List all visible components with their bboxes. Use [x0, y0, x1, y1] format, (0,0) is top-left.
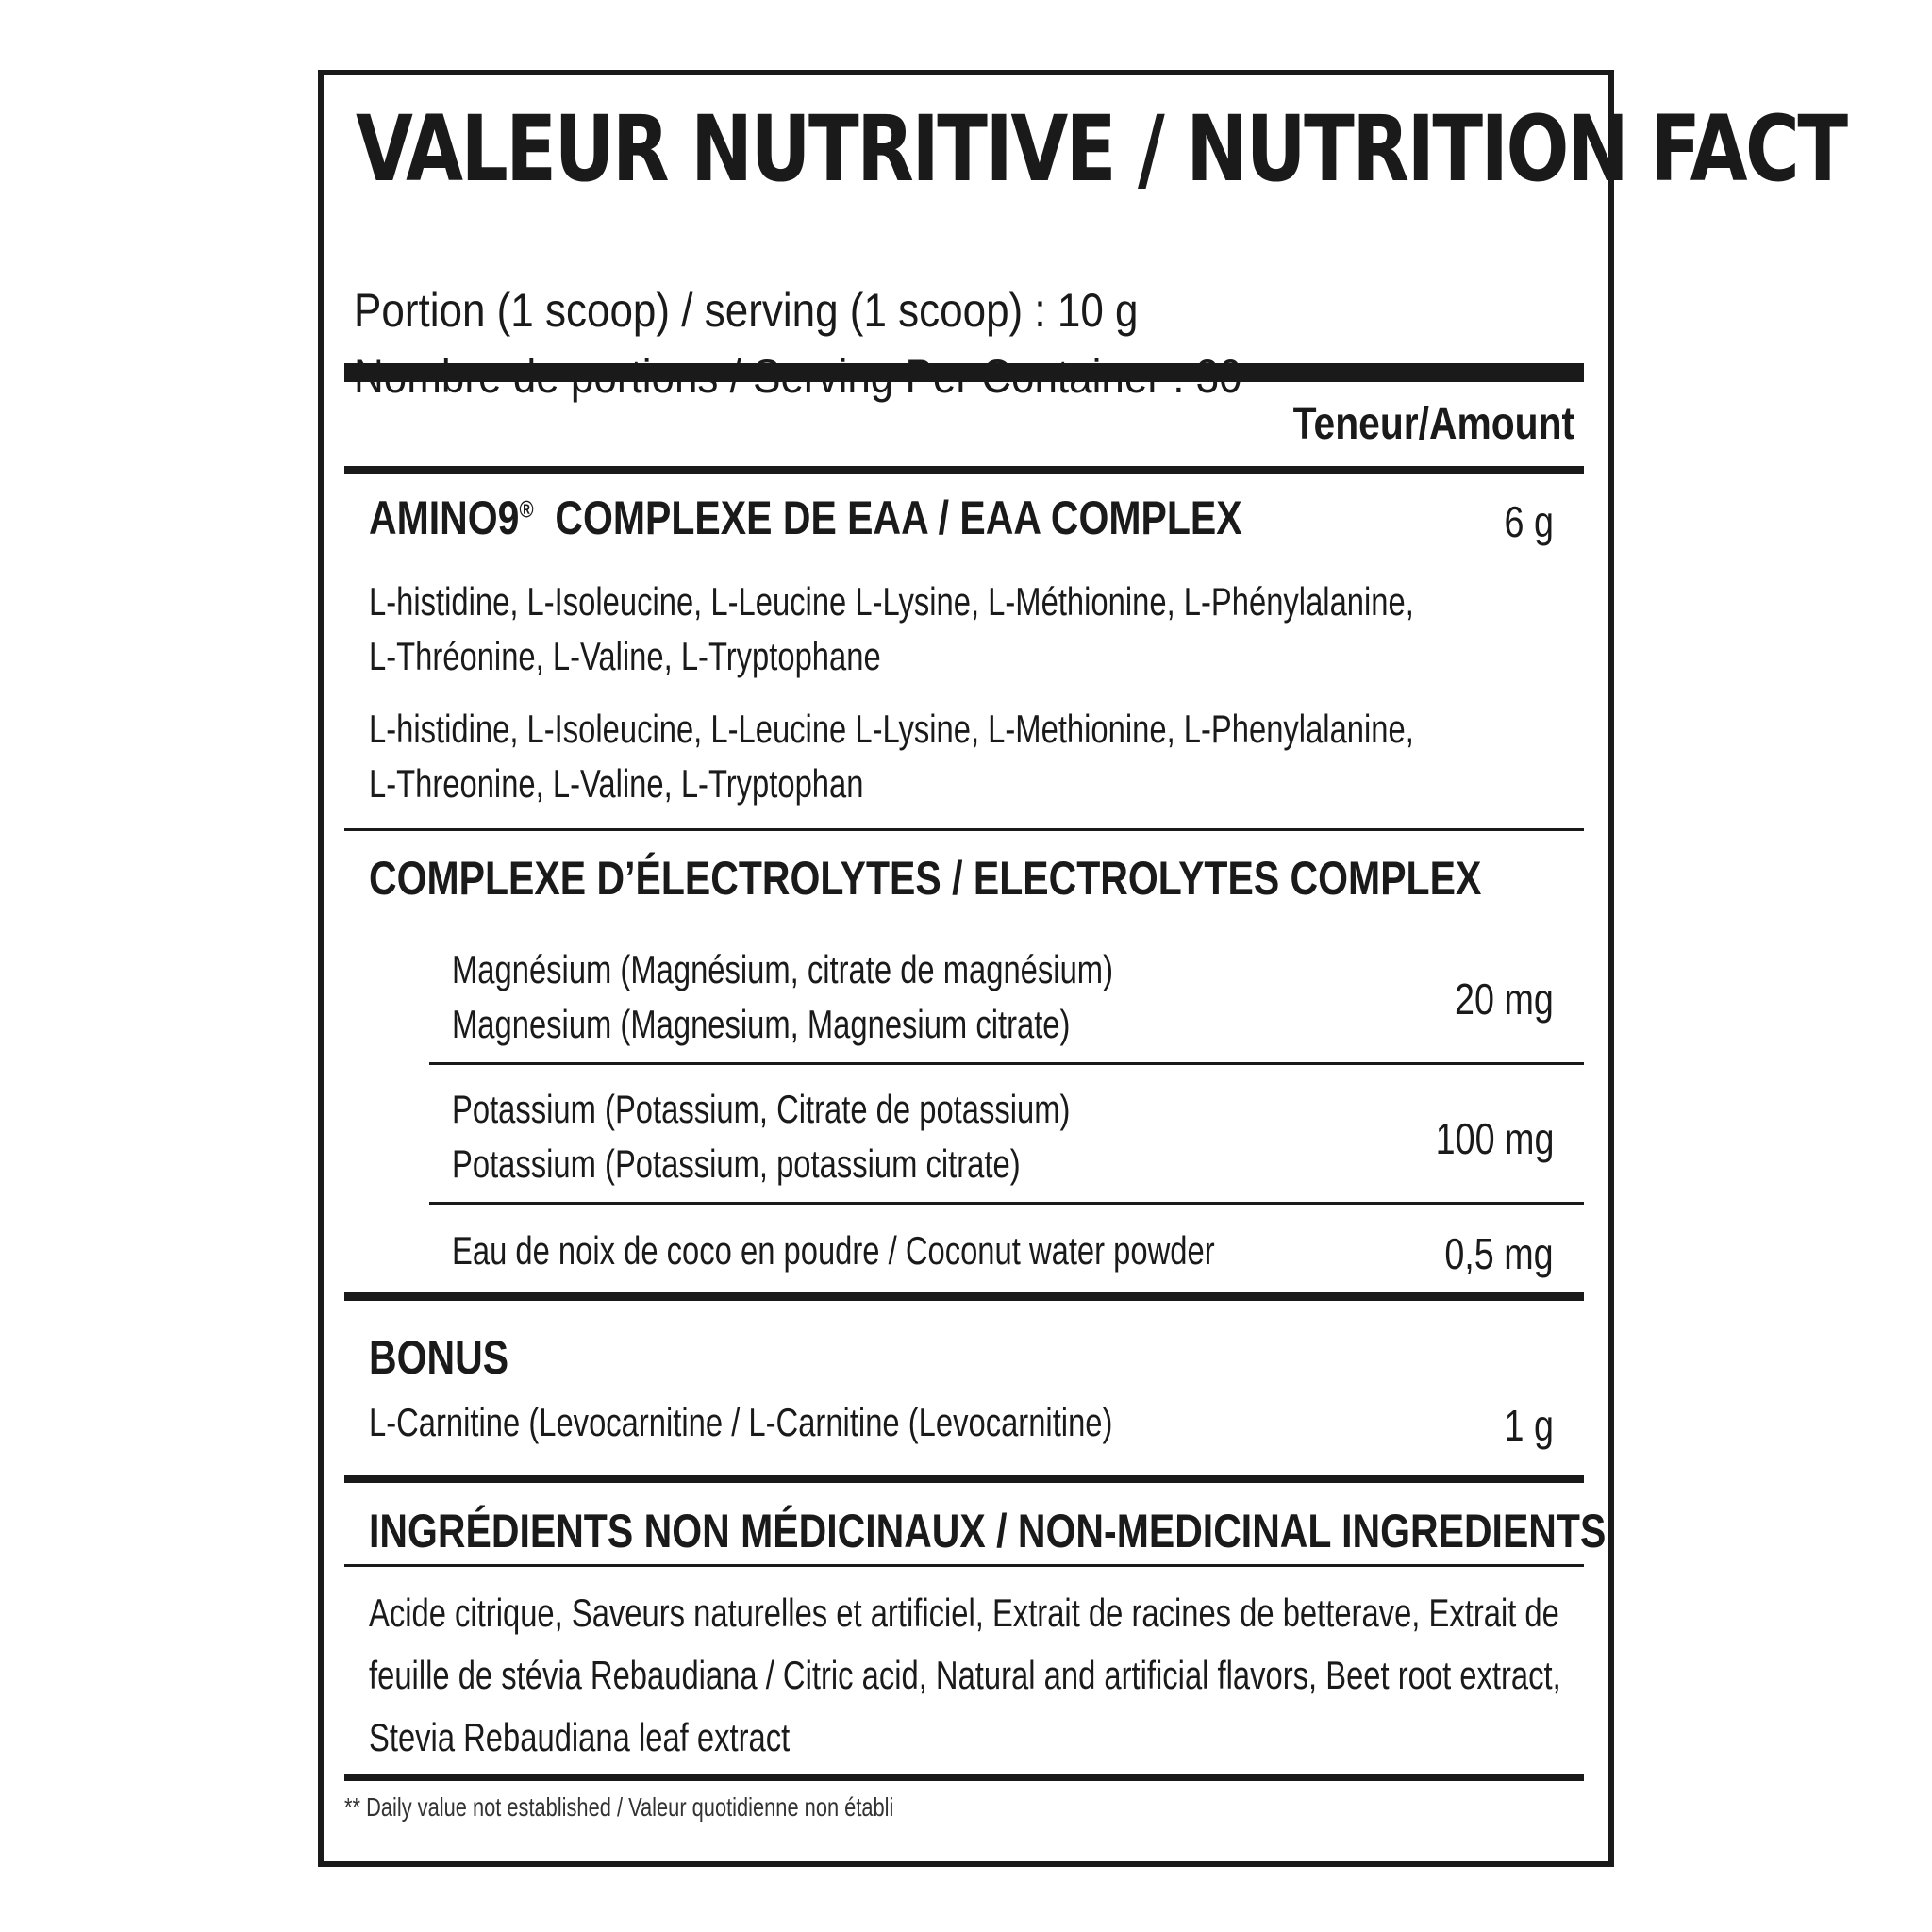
nutrition-facts-label	[318, 70, 1846, 1867]
serving-size: Portion (1 scoop) / serving (1 scoop) : 10 g	[354, 284, 1139, 337]
divider-footer	[344, 1774, 1584, 1781]
non-medicinal-line3: Stevia Rebaudiana leaf extract	[369, 1715, 791, 1759]
magnesium-amount: 20 mg	[1455, 974, 1554, 1024]
non-medicinal-line2: feuille de stévia Rebaudiana / Citric acid, Natural and artificial flavors, Beet root extract,	[369, 1653, 1561, 1697]
bonus-amount: 1 g	[1504, 1401, 1554, 1450]
bonus-heading: BONUS	[369, 1331, 509, 1384]
amino-brand: AMINO9	[369, 491, 520, 544]
registered-mark: ®	[519, 496, 534, 524]
divider-electrolytes	[344, 1292, 1584, 1301]
divider-non-medicinal	[344, 1564, 1584, 1567]
divider-bonus	[344, 1475, 1584, 1483]
potassium-amount: 100 mg	[1435, 1114, 1554, 1163]
amino-en-line2: L-Threonine, L-Valine, L-Tryptophan	[369, 761, 864, 806]
bonus-item: L-Carnitine (Levocarnitine / L-Carnitine (Levocarnitine)	[369, 1400, 1113, 1444]
divider-potassium	[429, 1202, 1584, 1205]
magnesium-fr: Magnésium (Magnésium, citrate de magnésium)	[452, 947, 1113, 991]
coconut-amount: 0,5 mg	[1444, 1229, 1554, 1278]
amino-heading	[369, 491, 1242, 545]
label-title: VALEUR NUTRITIVE / NUTRITION FACT	[356, 96, 1846, 202]
coconut-water: Eau de noix de coco en poudre / Coconut water powder	[452, 1228, 1215, 1273]
amino-amount: 6 g	[1504, 497, 1554, 546]
potassium-en: Potassium (Potassium, potassium citrate)	[452, 1141, 1021, 1186]
amino-heading-text: COMPLEXE DE EAA / EAA COMPLEX	[555, 491, 1242, 544]
potassium-fr: Potassium (Potassium, Citrate de potassium)	[452, 1087, 1071, 1131]
electrolytes-heading: COMPLEXE D’ÉLECTROLYTES / ELECTROLYTES COMPLEX	[369, 852, 1482, 905]
non-medicinal-line1: Acide citrique, Saveurs naturelles et artificiel, Extrait de racines de betterave, Extrait de	[369, 1591, 1559, 1635]
amino-fr-line2: L-Thréonine, L-Valine, L-Tryptophane	[369, 634, 881, 678]
divider-amount	[344, 466, 1584, 474]
divider-magnesium	[429, 1062, 1584, 1065]
amino-fr-line1: L-histidine, L-Isoleucine, L-Leucine L-Lysine, L-Méthionine, L-Phénylalanine,	[369, 579, 1414, 624]
divider-amino	[344, 828, 1584, 831]
non-medicinal-heading: INGRÉDIENTS NON MÉDICINAUX / NON-MEDICINAL INGREDIENTS	[369, 1505, 1607, 1557]
amino-en-line1: L-histidine, L-Isoleucine, L-Leucine L-Lysine, L-Methionine, L-Phenylalanine,	[369, 707, 1414, 751]
footnote: ** Daily value not established / Valeur quotidienne non établi	[344, 1792, 894, 1822]
amount-header: Teneur/Amount	[1292, 399, 1574, 449]
thick-divider-top	[344, 363, 1584, 382]
magnesium-en: Magnesium (Magnesium, Magnesium citrate)	[452, 1002, 1071, 1046]
